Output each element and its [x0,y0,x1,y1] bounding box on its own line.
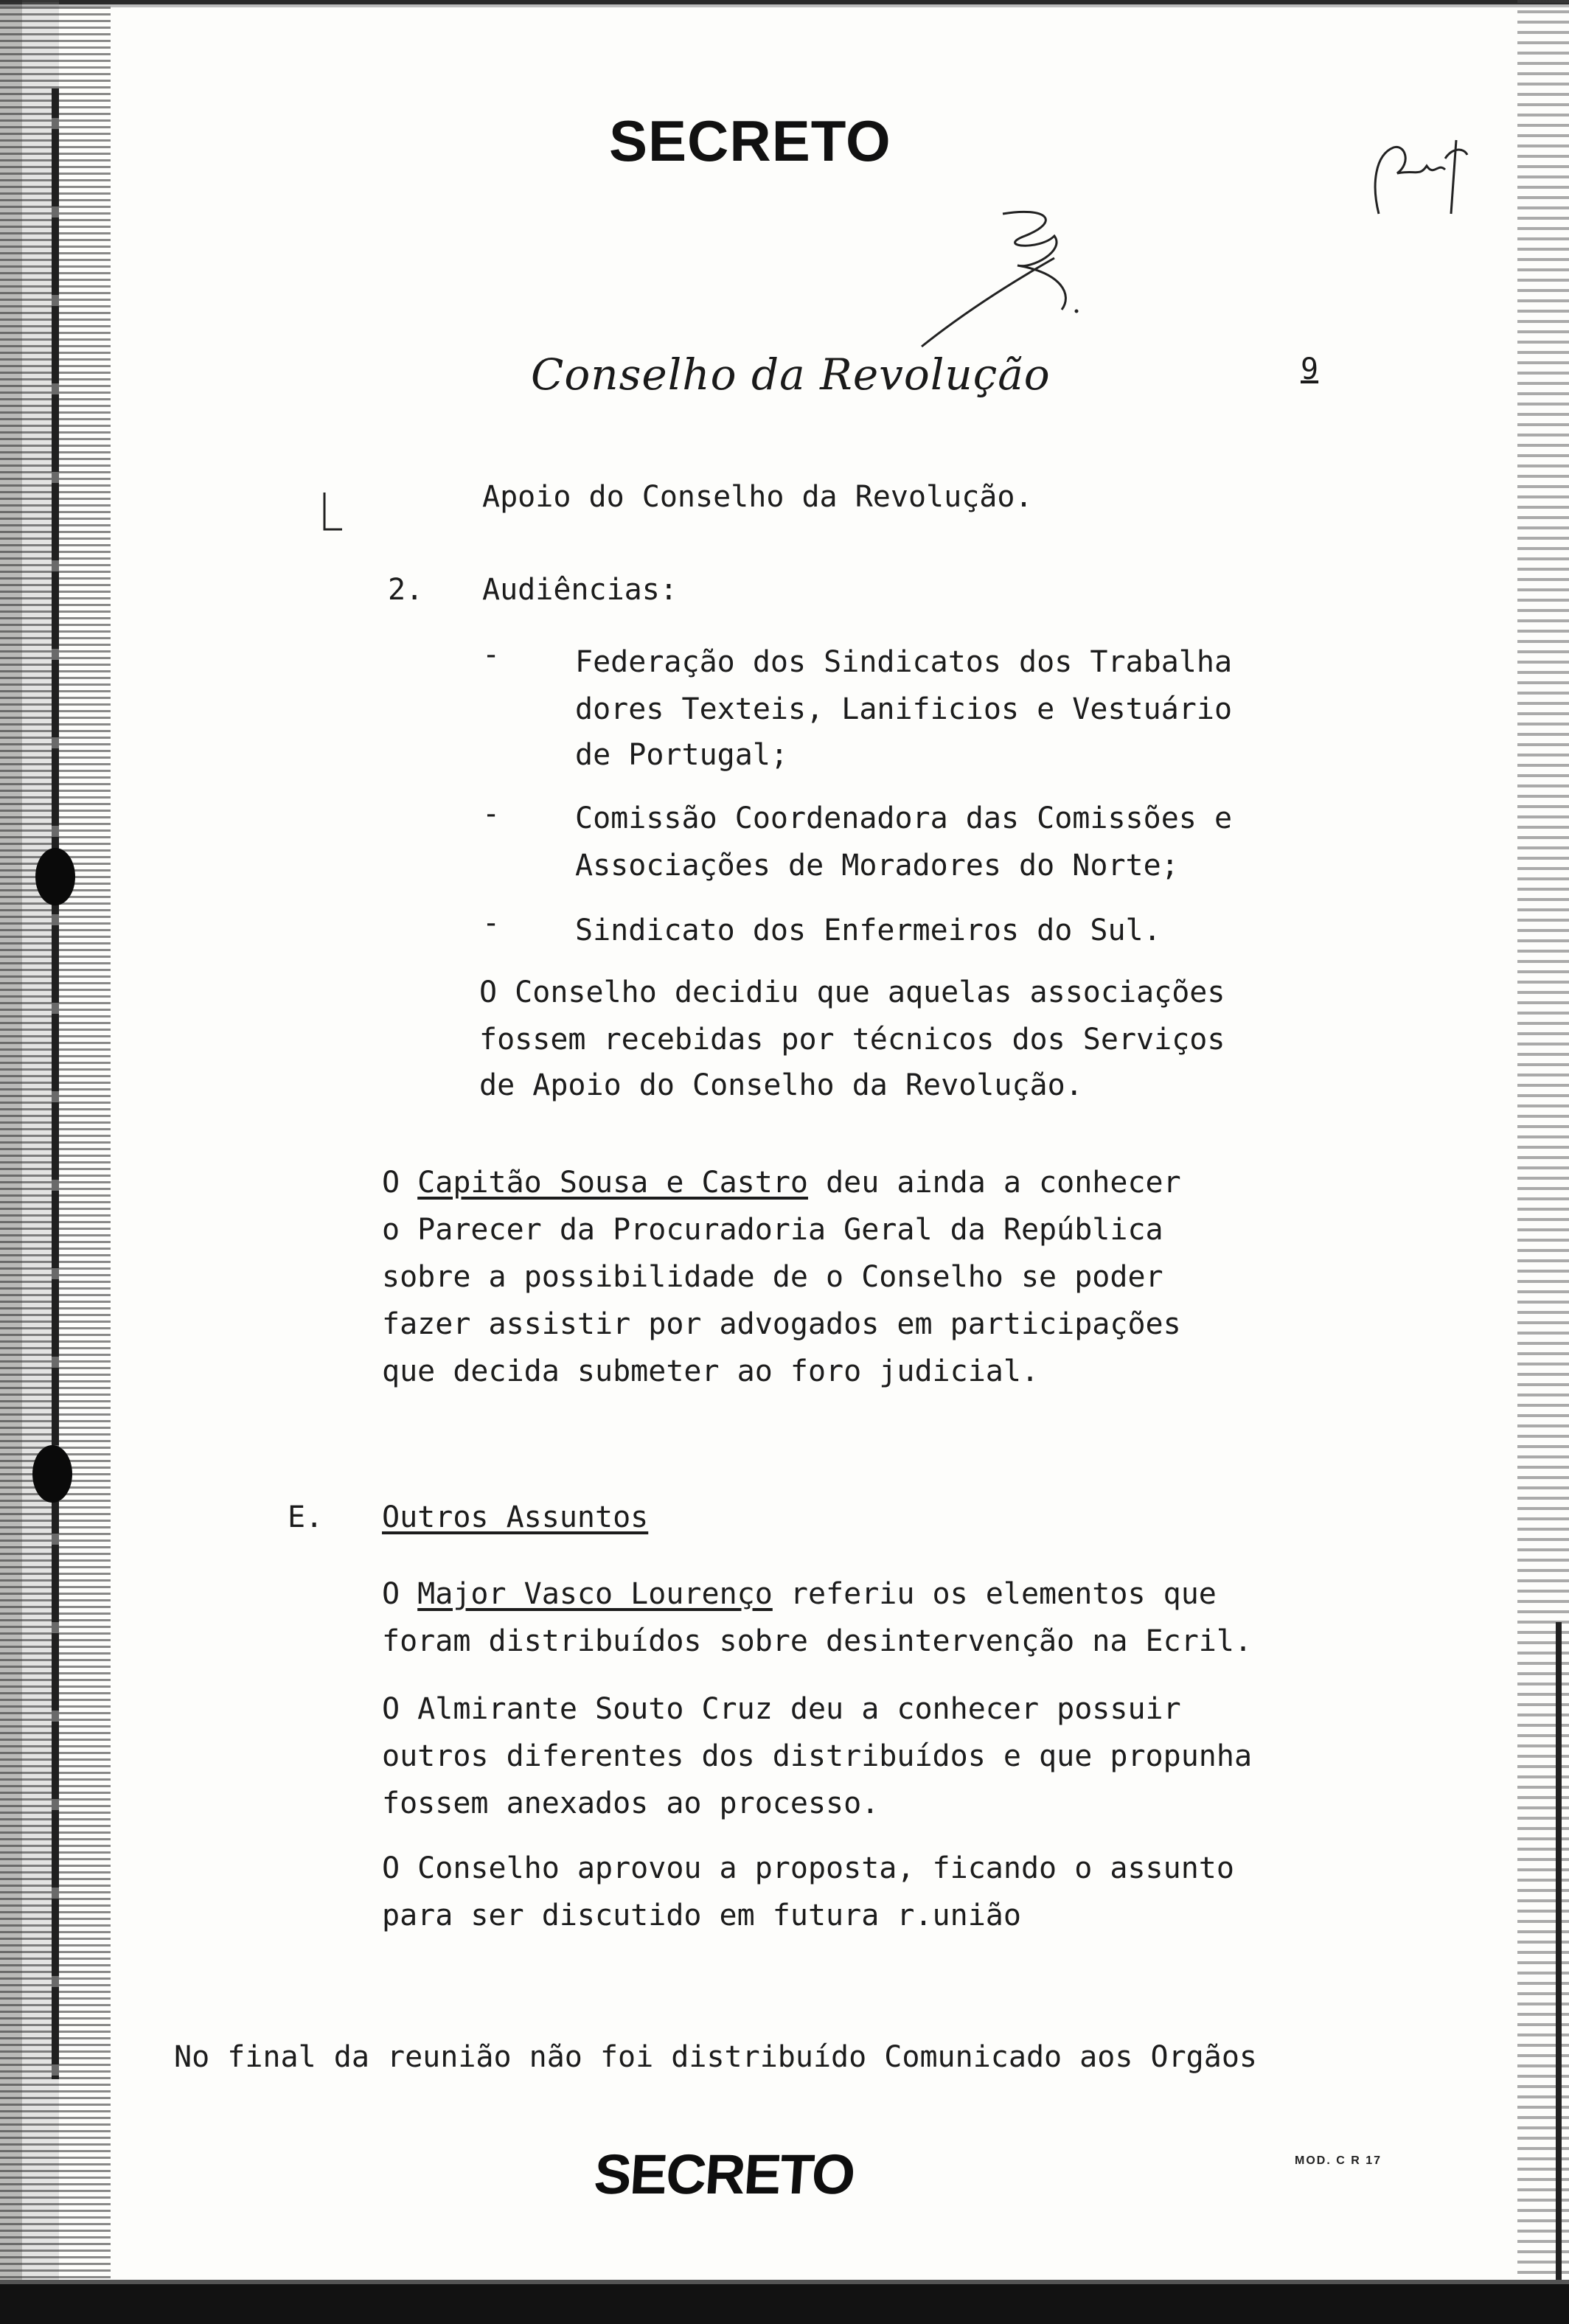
sousa-castro-line-1 [382,1166,1181,1200]
classification-stamp-bottom: SECRETO [592,2143,856,2206]
text-prefix: O [382,1577,418,1611]
section-e-title: Outros Assuntos [382,1500,649,1534]
approval-line-2: para ser discutido em futura r.união [382,1899,1021,1932]
person-name-sousa-castro: Capitão Sousa e Castro [417,1166,808,1200]
letterhead: Conselho da Revolução [531,349,1051,400]
page-number: 9 [1301,352,1319,386]
decision-line-1: O Conselho decidiu que aquelas associações [479,975,1225,1009]
final-line: No final da reunião não foi distribuído Comunicado aos Orgãos [174,2040,1258,2074]
item-2-title: Audiências: [482,573,678,607]
scan-bottom-edge [0,2284,1569,2324]
sousa-castro-line-5: que decida submeter ao foro judicial. [382,1354,1040,1388]
decision-line-2: fossem recebidas por técnicos dos Serviços [479,1023,1225,1057]
sousa-castro-line-2: o Parecer da Procuradoria Geral da República [382,1213,1163,1247]
audience-2-line-1: Comissão Coordenadora das Comissões e [575,801,1233,835]
approval-line-1: O Conselho aprovou a proposta, ficando o assunto [382,1851,1234,1885]
vasco-line-1 [382,1579,1217,1609]
audience-1-line-3: de Portugal; [575,738,788,772]
list-dash: - [482,638,501,672]
form-code: MOD. C R 17 [1295,2154,1382,2167]
list-dash: - [482,797,501,831]
audience-3-line-1: Sindicato dos Enfermeiros do Sul. [575,914,1161,947]
punch-hole [32,1445,72,1503]
scan-top-edge [0,0,1569,19]
person-name-vasco-lourenco: Major Vasco Lourenço [417,1577,773,1611]
item-2-number: 2. [388,573,424,607]
margin-bracket-mark [317,491,347,535]
souto-cruz-line-1: O Almirante Souto Cruz deu a conhecer possuir [382,1692,1181,1726]
apoio-line: Apoio do Conselho da Revolução. [482,480,1033,514]
handwritten-initials [1364,133,1475,229]
audience-1-line-2: dores Texteis, Lanificios e Vestuário [575,692,1233,726]
section-e-letter: E. [288,1500,324,1534]
audience-2-line-2: Associações de Moradores do Norte; [575,849,1179,883]
classification-stamp-top: SECRETO [609,108,891,173]
scan-right-bar [1556,1622,1562,2286]
souto-cruz-line-2: outros diferentes dos distribuídos e que propunha [382,1739,1253,1773]
souto-cruz-line-3: fossem anexados ao processo. [382,1787,880,1820]
sousa-castro-line-4: fazer assistir por advogados em participações [382,1307,1181,1341]
text-rest: deu ainda a conhecer [807,1166,1181,1200]
punch-hole [35,848,75,905]
list-dash: - [482,906,501,940]
text-prefix: O [382,1166,418,1200]
audience-1-line-1: Federação dos Sindicatos dos Trabalha [575,645,1233,679]
signature-mark [914,206,1091,354]
vasco-line-2: foram distribuídos sobre desintervenção na Ecril. [382,1624,1253,1658]
decision-line-3: de Apoio do Conselho da Revolução. [479,1068,1083,1102]
binding-shadow [52,88,59,2079]
text-rest: referiu os elementos que [772,1577,1217,1611]
sousa-castro-line-3: sobre a possibilidade de o Conselho se poder [382,1260,1163,1294]
